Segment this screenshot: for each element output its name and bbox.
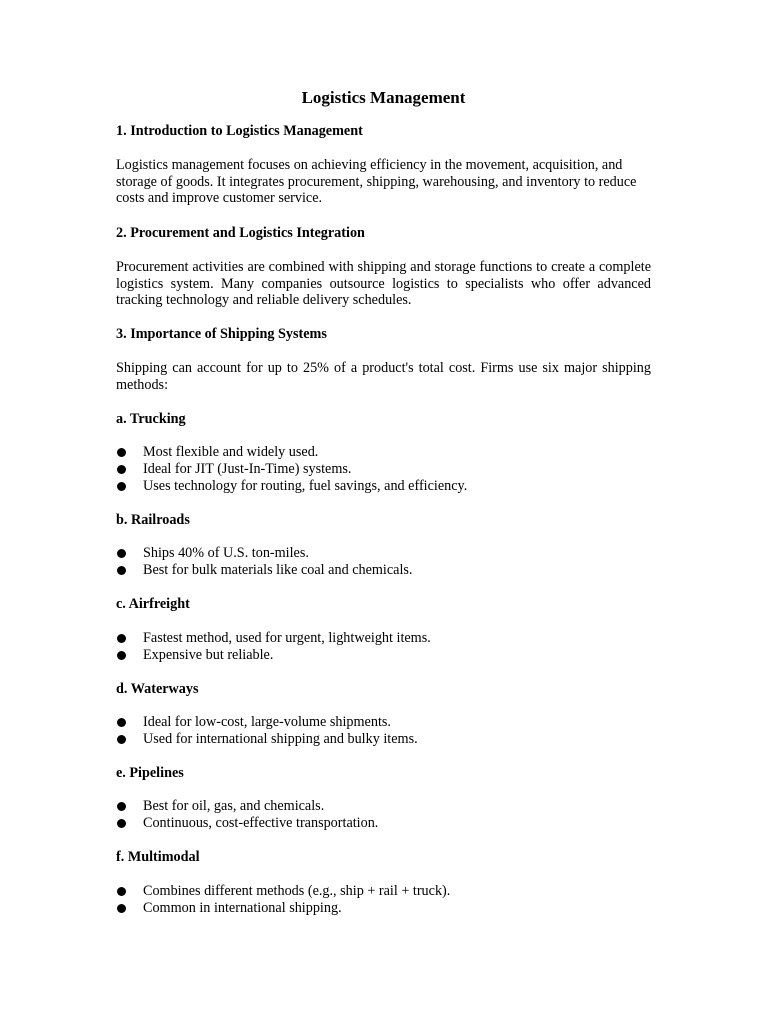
method-heading-airfreight: c. Airfreight bbox=[116, 596, 190, 612]
bullet-icon bbox=[117, 904, 126, 913]
section-body-shipping: Shipping can account for up to 25% of a product's total cost. Firms use six major shipping methods: bbox=[116, 360, 651, 393]
bullet-icon bbox=[117, 482, 126, 491]
list-item bbox=[116, 545, 651, 562]
list-item-text: Used for international shipping and bulky items. bbox=[143, 731, 418, 747]
list-item bbox=[116, 444, 651, 461]
list-item-text: Fastest method, used for urgent, lightweight items. bbox=[143, 630, 431, 646]
bullet-list-waterways bbox=[116, 714, 651, 748]
list-item-text: Combines different methods (e.g., ship + rail + truck). bbox=[143, 883, 451, 899]
document-title: Logistics Management bbox=[301, 88, 466, 107]
list-item-text: Ideal for low-cost, large-volume shipments. bbox=[143, 714, 391, 730]
list-item-text: Uses technology for routing, fuel savings, and efficiency. bbox=[143, 478, 468, 494]
bullet-icon bbox=[117, 802, 126, 811]
method-heading-multimodal: f. Multimodal bbox=[116, 849, 200, 865]
method-heading-pipelines: e. Pipelines bbox=[116, 765, 184, 781]
bullet-icon bbox=[117, 887, 126, 896]
bullet-list-trucking bbox=[116, 444, 651, 495]
list-item bbox=[116, 562, 651, 579]
section-body-procurement: Procurement activities are combined with shipping and storage functions to create a complete logistics system. Many companies outsource logistics to specialists who offer advanced tracking technology and reliable delivery schedules. bbox=[116, 259, 651, 309]
list-item bbox=[116, 731, 651, 748]
section-heading-shipping: 3. Importance of Shipping Systems bbox=[116, 326, 327, 342]
method-heading-waterways: d. Waterways bbox=[116, 681, 199, 697]
list-item bbox=[116, 900, 651, 917]
bullet-icon bbox=[117, 819, 126, 828]
method-heading-railroads: b. Railroads bbox=[116, 512, 190, 528]
list-item-text: Best for oil, gas, and chemicals. bbox=[143, 798, 325, 814]
list-item bbox=[116, 815, 651, 832]
bullet-icon bbox=[117, 465, 126, 474]
list-item bbox=[116, 647, 651, 664]
list-item bbox=[116, 883, 651, 900]
list-item-text: Ideal for JIT (Just-In-Time) systems. bbox=[143, 461, 352, 477]
bullet-icon bbox=[117, 566, 126, 575]
bullet-list-multimodal bbox=[116, 883, 651, 917]
section-body-introduction: Logistics management focuses on achieving efficiency in the movement, acquisition, and storage of goods. It integrates procurement, shipping, warehousing, and inventory to reduce costs and improve customer service. bbox=[116, 157, 637, 207]
list-item bbox=[116, 478, 651, 495]
method-heading-trucking: a. Trucking bbox=[116, 411, 186, 427]
list-item-text: Expensive but reliable. bbox=[143, 647, 274, 663]
list-item bbox=[116, 798, 651, 815]
bullet-icon bbox=[117, 549, 126, 558]
list-item-text: Most flexible and widely used. bbox=[143, 444, 319, 460]
list-item-text: Common in international shipping. bbox=[143, 900, 342, 916]
bullet-list-railroads bbox=[116, 545, 651, 579]
bullet-list-airfreight bbox=[116, 630, 651, 664]
list-item bbox=[116, 630, 651, 647]
bullet-icon bbox=[117, 448, 126, 457]
bullet-icon bbox=[117, 718, 126, 727]
list-item-text: Best for bulk materials like coal and chemicals. bbox=[143, 562, 413, 578]
section-heading-procurement: 2. Procurement and Logistics Integration bbox=[116, 225, 365, 241]
bullet-icon bbox=[117, 735, 126, 744]
bullet-icon bbox=[117, 651, 126, 660]
bullet-list-pipelines bbox=[116, 798, 651, 832]
list-item-text: Continuous, cost-effective transportation. bbox=[143, 815, 379, 831]
bullet-icon bbox=[117, 634, 126, 643]
list-item bbox=[116, 461, 651, 478]
list-item-text: Ships 40% of U.S. ton-miles. bbox=[143, 545, 309, 561]
section-heading-introduction: 1. Introduction to Logistics Management bbox=[116, 123, 363, 139]
list-item bbox=[116, 714, 651, 731]
